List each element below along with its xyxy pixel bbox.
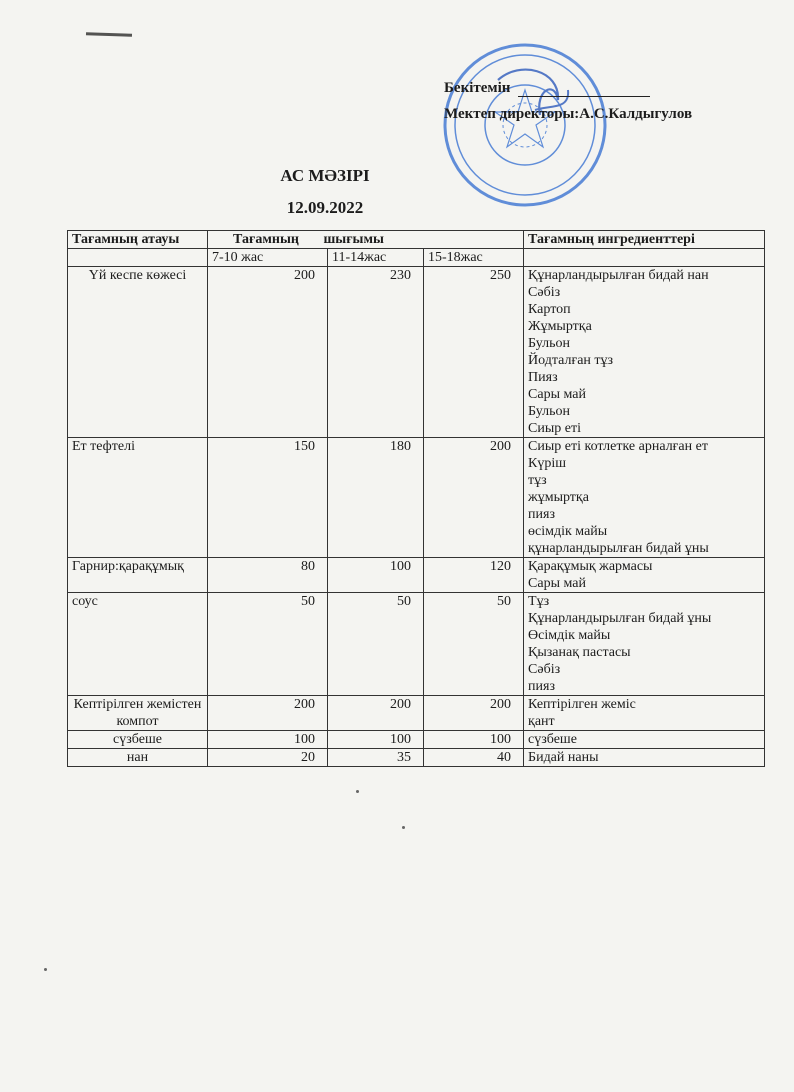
yield-7-10: 80 [208, 558, 328, 593]
yield-11-14: 35 [328, 749, 424, 767]
ingredient-item: Қызанақ пастасы [528, 645, 631, 660]
header-dish-name: Тағамның атауы [68, 231, 208, 249]
yield-7-10: 200 [208, 267, 328, 438]
table-row [68, 593, 765, 696]
table-row [68, 438, 765, 558]
ingredient-item: пияз [528, 507, 555, 522]
ingredient-item: құнарландырылған бидай ұны [528, 541, 709, 556]
age-group: 15-18жас [424, 249, 524, 267]
yield-7-10: 200 [208, 696, 328, 731]
ingredient-item: Сәбіз [528, 285, 561, 300]
official-seal-stamp [440, 40, 610, 210]
yield-7-10: 150 [208, 438, 328, 558]
approval-line [444, 80, 650, 97]
ingredient-item: Жұмыртқа [528, 319, 592, 334]
dish-name: сүзбеше [68, 731, 208, 749]
ingredient-item: қант [528, 714, 555, 729]
yield-7-10: 100 [208, 731, 328, 749]
ingredients-list [524, 267, 765, 438]
dish-name: соус [68, 593, 208, 696]
ingredients-list [524, 731, 765, 749]
yield-15-18: 200 [424, 696, 524, 731]
director-label: Мектеп директоры:А.С.Калдыгулов [444, 106, 693, 122]
ingredient-item: Пияз [528, 370, 558, 385]
dish-name: Үй кеспе көжесі [68, 267, 208, 438]
yield-15-18: 120 [424, 558, 524, 593]
ingredients-list [524, 696, 765, 731]
yield-15-18: 250 [424, 267, 524, 438]
page-title: АС МӘЗІРІ [280, 166, 370, 185]
age-group: 7-10 жас [208, 249, 328, 267]
dish-name: Гарнир:қарақұмық [68, 558, 208, 593]
ingredient-item: жұмыртқа [528, 490, 589, 505]
yield-11-14: 180 [328, 438, 424, 558]
ingredient-item: Сиыр еті [528, 421, 581, 436]
header-ingredients: Тағамның ингредиенттері [524, 231, 765, 249]
ingredient-item: Құнарландырылған бидай нан [528, 268, 709, 283]
ingredient-item: Картоп [528, 302, 571, 317]
ingredients-list [524, 558, 765, 593]
yield-15-18: 40 [424, 749, 524, 767]
yield-11-14: 100 [328, 558, 424, 593]
ingredient-item: Бульон [528, 336, 570, 351]
scan-speck [44, 968, 47, 971]
ingredient-item: Құнарландырылған бидай ұны [528, 611, 712, 626]
dish-name: Кептірілген жемістен компот [68, 696, 208, 731]
dish-name: Ет тефтелі [68, 438, 208, 558]
yield-11-14: 50 [328, 593, 424, 696]
yield-7-10: 50 [208, 593, 328, 696]
ingredient-item: сүзбеше [528, 732, 577, 747]
ingredient-item: Өсімдік майы [528, 628, 611, 643]
yield-11-14: 200 [328, 696, 424, 731]
menu-rows [68, 267, 765, 767]
header-yield-part2: шығымы [323, 232, 384, 247]
yield-11-14: 100 [328, 731, 424, 749]
yield-15-18: 100 [424, 731, 524, 749]
table-header-row [68, 231, 765, 249]
ingredient-item: Сары май [528, 576, 586, 591]
ingredient-item: Кептірілген жеміс [528, 697, 636, 712]
ingredient-item: өсімдік майы [528, 524, 608, 539]
dish-name: нан [68, 749, 208, 767]
header-yield [208, 231, 524, 249]
ingredient-item: тұз [528, 473, 547, 488]
table-row [68, 558, 765, 593]
ingredients-list [524, 593, 765, 696]
table-row [68, 267, 765, 438]
ingredient-item: Бидай наны [528, 750, 599, 765]
ingredient-item: Күріш [528, 456, 567, 471]
approve-label: Бекітемін [444, 80, 511, 96]
age-group: 11-14жас [328, 249, 424, 267]
yield-15-18: 200 [424, 438, 524, 558]
menu-date: 12.09.2022 [286, 198, 364, 217]
signature-line [518, 82, 650, 97]
table-row [68, 731, 765, 749]
ingredient-item: Сары май [528, 387, 586, 402]
yield-15-18: 50 [424, 593, 524, 696]
ingredient-item: Йодталған тұз [528, 353, 614, 368]
scan-speck [402, 826, 405, 829]
ingredient-item: Тұз [528, 594, 550, 609]
pen-mark [86, 32, 132, 37]
ingredients-list [524, 749, 765, 767]
header-yield-part1: Тағамның [233, 232, 299, 247]
ingredient-item: Бульон [528, 404, 570, 419]
table-row [68, 749, 765, 767]
ingredient-item: Сәбіз [528, 662, 561, 677]
scan-speck [356, 790, 359, 793]
ingredient-item: Сиыр еті котлетке арналған ет [528, 439, 708, 454]
table-row [68, 696, 765, 731]
ingredient-item: пияз [528, 679, 555, 694]
ingredient-item: Қарақұмық жармасы [528, 559, 653, 574]
menu-table [67, 230, 765, 767]
yield-7-10: 20 [208, 749, 328, 767]
yield-11-14: 230 [328, 267, 424, 438]
ingredients-list [524, 438, 765, 558]
age-group-row [68, 249, 765, 267]
